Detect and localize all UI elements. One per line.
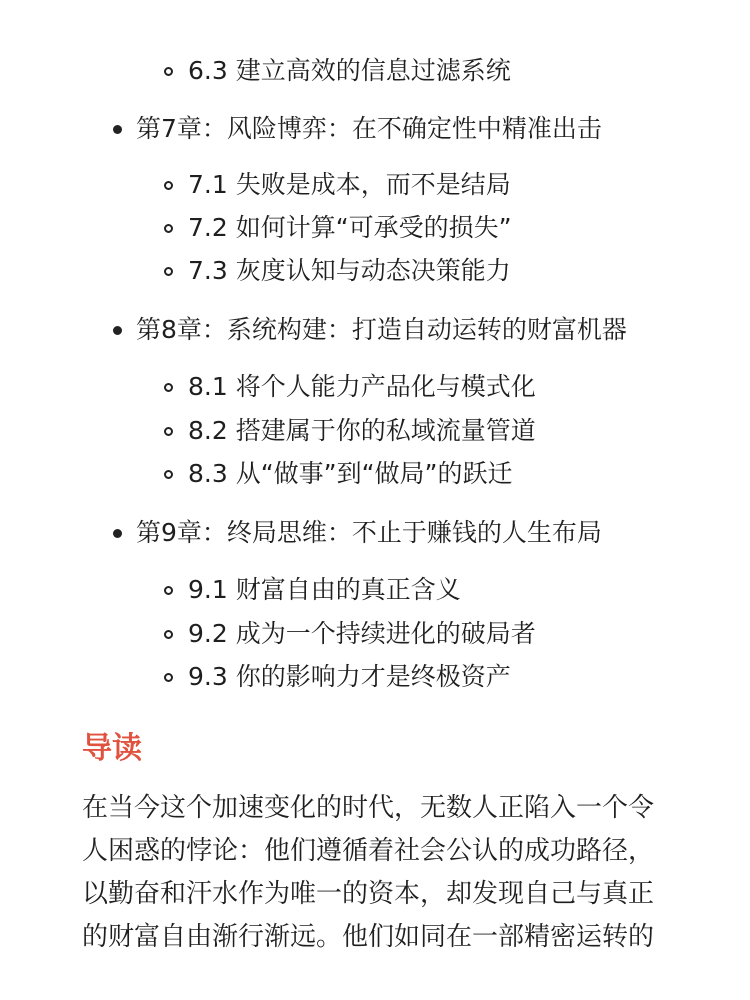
circle-bullet-icon: [164, 267, 173, 276]
toc-chapter-9: 第9章：终局思维：不止于赚钱的人生布局: [136, 518, 602, 547]
toc-item-8-3: 8.3 从“做事”到“做局”的跃迁: [188, 459, 513, 488]
intro-line: 的财富自由渐行渐远。他们如同在一部精密运转的: [82, 922, 655, 952]
circle-bullet-icon: [164, 383, 173, 392]
circle-bullet-icon: [164, 224, 173, 233]
circle-bullet-icon: [164, 67, 173, 76]
intro-line: 在当今这个加速变化的时代，无数人正陷入一个令: [82, 793, 655, 823]
disc-bullet-icon: [113, 125, 122, 134]
toc-item-9-1: 9.1 财富自由的真正含义: [188, 575, 461, 604]
toc-item-9-3: 9.3 你的影响力才是终极资产: [188, 662, 511, 691]
intro-line: 以勤奋和汗水作为唯一的资本，却发现自己与真正: [82, 879, 655, 909]
toc-item-7-3: 7.3 灰度认知与动态决策能力: [188, 256, 511, 285]
circle-bullet-icon: [164, 630, 173, 639]
toc-chapter-7: 第7章：风险博弈：在不确定性中精准出击: [136, 114, 602, 143]
disc-bullet-icon: [113, 529, 122, 538]
circle-bullet-icon: [164, 181, 173, 190]
circle-bullet-icon: [164, 427, 173, 436]
toc-chapter-8: 第8章：系统构建：打造自动运转的财富机器: [136, 315, 627, 344]
circle-bullet-icon: [164, 586, 173, 595]
intro-line: 人困惑的悖论：他们遵循着社会公认的成功路径，: [82, 836, 655, 866]
toc-item-7-2: 7.2 如何计算“可承受的损失”: [188, 213, 512, 242]
toc-item-8-1: 8.1 将个人能力产品化与模式化: [188, 372, 536, 401]
intro-heading: 导读: [82, 731, 142, 766]
disc-bullet-icon: [113, 326, 122, 335]
circle-bullet-icon: [164, 673, 173, 682]
toc-item-9-2: 9.2 成为一个持续进化的破局者: [188, 619, 536, 648]
circle-bullet-icon: [164, 470, 173, 479]
toc-item-7-1: 7.1 失败是成本，而不是结局: [188, 170, 511, 199]
toc-item-8-2: 8.2 搭建属于你的私域流量管道: [188, 416, 536, 445]
toc-item-6-3: 6.3 建立高效的信息过滤系统: [188, 56, 511, 85]
